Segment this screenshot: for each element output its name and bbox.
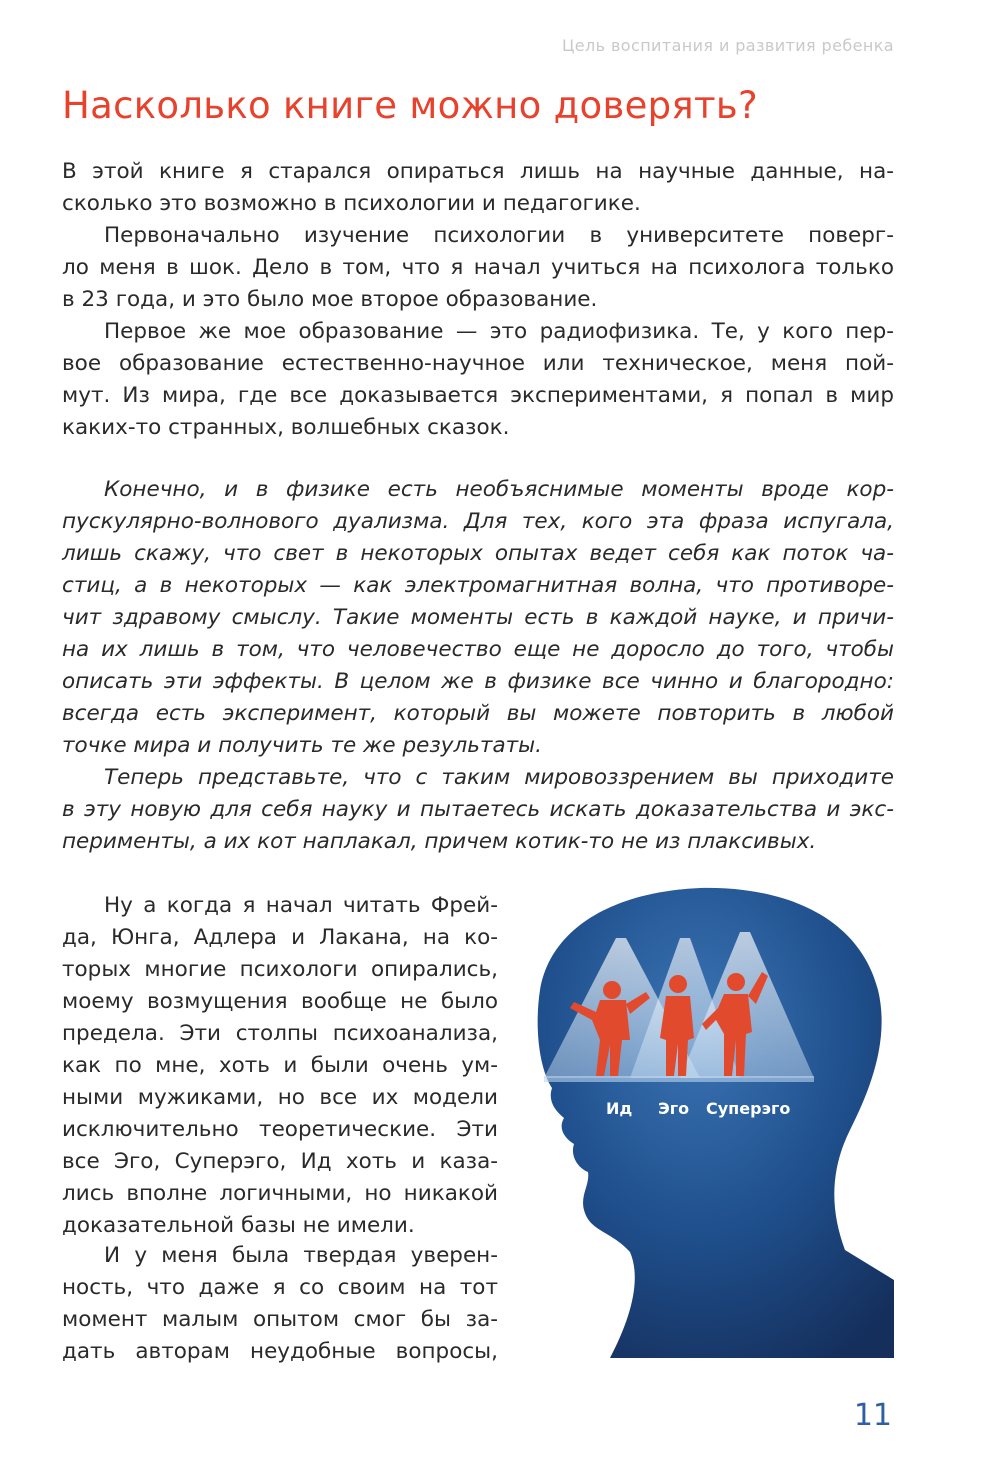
text-line: пускулярно-волнового дуализма. Для тех, кого эта фраза испугала, — [62, 509, 894, 534]
text-line: Конечно, и в физике есть необъяснимые моменты вроде кор- — [104, 477, 894, 502]
paragraph-2 — [62, 220, 894, 316]
text-line: доказательной базы не имели. — [62, 1213, 415, 1238]
paragraph-1 — [62, 156, 894, 220]
text-line: лишь скажу, что свет в некоторых опытах ведет себя как поток ча- — [62, 541, 894, 566]
text-line: каких-то странных, волшебных сказок. — [62, 415, 510, 440]
ego-label: Эго — [658, 1099, 690, 1118]
paragraph-wrapped-1 — [62, 890, 498, 1242]
italic-aside-paragraph-1 — [62, 474, 894, 762]
text-line: момент малым опытом смог бы за- — [62, 1307, 498, 1332]
text-line: В этой книге я старался опираться лишь на научные данные, на- — [62, 159, 894, 184]
text-line: моему возмущения вообще не было — [62, 989, 498, 1014]
text-line: вое образование естественно-научное или техническое, меня пой- — [62, 351, 894, 376]
text-line: ность, что даже я со своим на тот — [62, 1275, 498, 1300]
text-line: в эту новую для себя науку и пытаетесь искать доказательства и экс- — [62, 797, 894, 822]
text-line: всегда есть эксперимент, который вы можете повторить в любой — [62, 701, 894, 726]
text-line: на их лишь в том, что человечество еще не доросло до того, чтобы — [62, 637, 894, 662]
text-line: И у меня была твердая уверен- — [104, 1243, 498, 1268]
text-line: чит здравому смыслу. Такие моменты есть в каждой науке, и причи- — [62, 605, 894, 630]
text-line: точке мира и получить те же результаты. — [62, 733, 542, 758]
text-line: ло меня в шок. Дело в том, что я начал учиться на психолога только — [62, 255, 894, 280]
text-line: Теперь представьте, что с таким мировоззрением вы приходите — [104, 765, 894, 790]
text-line: Ну а когда я начал читать Фрей- — [104, 893, 498, 918]
text-line: торых многие психологи опирались, — [62, 957, 498, 982]
text-line: мут. Из мира, где все доказывается экспериментами, я попал в мир — [62, 383, 894, 408]
text-line: Первоначально изучение психологии в университете поверг- — [104, 223, 894, 248]
page-title: Насколько книге можно доверять? — [62, 84, 758, 127]
text-line: лись вполне логичными, но никакой — [62, 1181, 498, 1206]
text-line: исключительно теоретические. Эти — [62, 1117, 498, 1142]
text-line: в 23 года, и это было мое второе образование. — [62, 287, 598, 312]
text-line: дать авторам неудобные вопросы, — [62, 1339, 498, 1364]
text-line: описать эти эффекты. В целом же в физике все чинно и благородно: — [62, 669, 894, 694]
running-head: Цель воспитания и развития ребенка — [561, 36, 894, 55]
text-line: сколько это возможно в психологии и педагогике. — [62, 191, 641, 216]
paragraph-3 — [62, 316, 894, 444]
text-line: да, Юнга, Адлера и Лакана, на ко- — [62, 925, 498, 950]
text-line: перименты, а их кот наплакал, причем котик-то не из плаксивых. — [62, 829, 817, 854]
id-label: Ид — [606, 1099, 633, 1118]
italic-aside-paragraph-2 — [62, 762, 894, 858]
head-silhouette — [538, 888, 894, 1358]
page-number: 11 — [853, 1398, 892, 1433]
text-line: предела. Эти столпы психоанализа, — [62, 1021, 498, 1046]
text-line: ными мужиками, но все их модели — [62, 1085, 498, 1110]
head-silhouette-illustration — [530, 880, 894, 1360]
text-line: как по мне, хоть и были очень ум- — [62, 1053, 498, 1078]
superego-label: Суперэго — [706, 1099, 791, 1118]
text-line: все Эго, Суперэго, Ид хоть и каза- — [62, 1149, 498, 1174]
text-line: стиц, а в некоторых — как электромагнитная волна, что противоре- — [62, 573, 894, 598]
text-line: Первое же мое образование — это радиофизика. Те, у кого пер- — [104, 319, 894, 344]
paragraph-wrapped-2 — [62, 1240, 498, 1368]
